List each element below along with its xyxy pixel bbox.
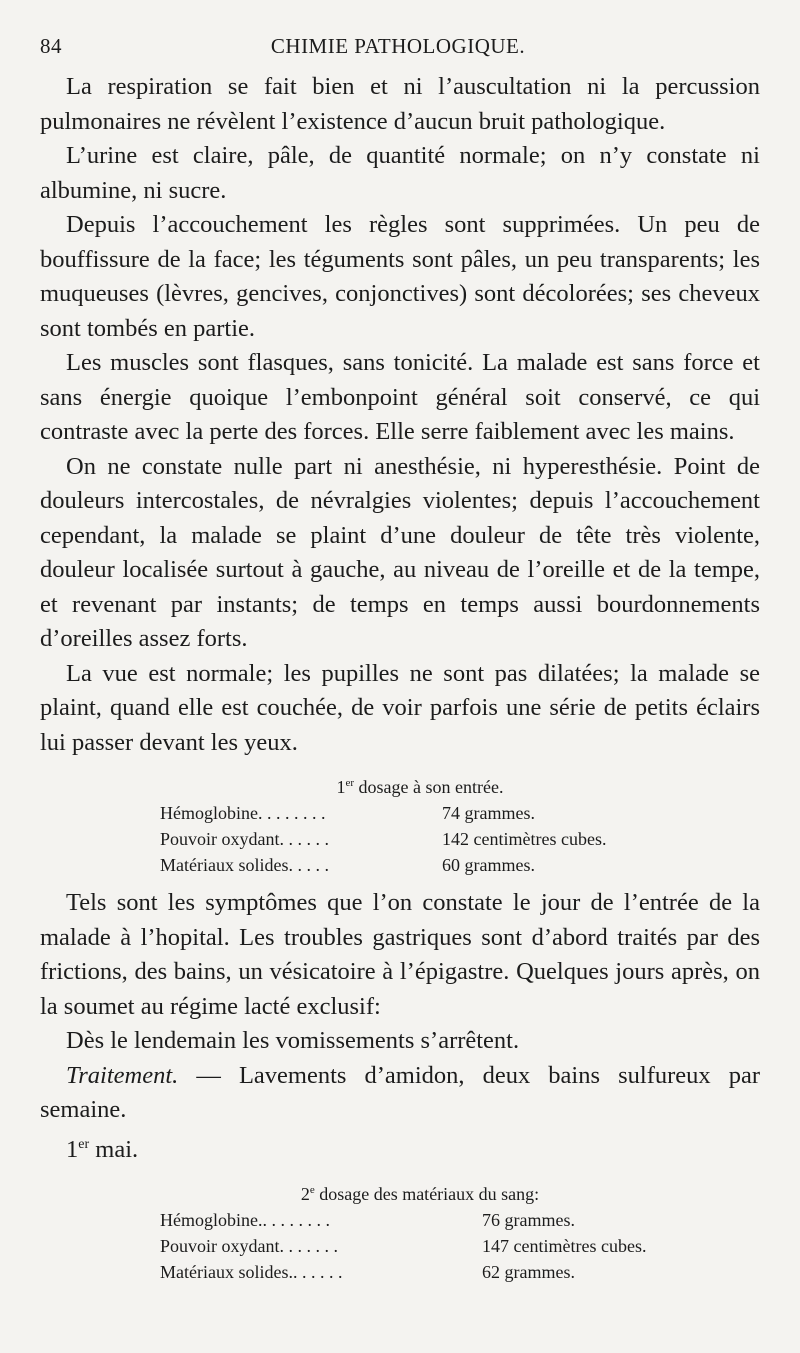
caption-text: dosage des matériaux du sang: xyxy=(314,1184,540,1205)
dosage-caption-1 xyxy=(80,770,760,800)
running-title: CHIMIE PATHOLOGIQUE. xyxy=(270,34,526,58)
paragraph-urine: L’urine est claire, pâle, de quantité normale; on n’y constate ni albumine, ni sucre. xyxy=(40,142,760,204)
dosage-label: Matériaux solides. . . . . xyxy=(160,855,329,875)
paragraph-accouchement: Depuis l’accouchement les règles sont supprimées. Un peu de bouffissure de la face; les téguments sont pâles, un peu transparents; les muqueuses (lèvres, gencives, conjonctives) sont décolorées; ses cheveux sont tombés en partie. xyxy=(40,211,760,342)
dosage-row xyxy=(160,852,760,878)
dosage-row xyxy=(160,1207,760,1233)
dosage-table-2 xyxy=(40,1177,760,1285)
caption-superscript: er xyxy=(345,777,355,789)
dosage-value: 147 centimètres cubes. xyxy=(482,1236,647,1257)
caption-number: 1 xyxy=(336,777,346,797)
paragraph-vue: La vue est normale; les pupilles ne sont pas dilatées; la malade se plaint, quand elle est couchée, de voir parfois une série de petits éclairs lui passer devant les yeux. xyxy=(40,659,760,756)
caption-superscript: e xyxy=(309,1184,315,1197)
dosage-value: 76 grammes. xyxy=(482,1210,575,1231)
paragraph-anesthesie: On ne constate nulle part ni anesthésie, ni hyperesthésie. Point de douleurs intercostales, de névralgies violentes; depuis l’accouchement cependant, la malade se plaint d’une douleur de tête très violente, douleur localisée surtout à gauche, au niveau de l’oreille et de la tempe, et revenant par instants; de temps en temps aussi bourdonnements d’oreilles assez forts. xyxy=(40,452,760,652)
traitement-heading: Traitement. xyxy=(66,1061,179,1089)
date-text: mai. xyxy=(89,1135,139,1163)
page-body xyxy=(40,70,760,1293)
date-superscript: er xyxy=(78,1136,90,1152)
dosage-label: Hémoglobine.. . . . . . . . xyxy=(160,1210,330,1231)
dosage-row xyxy=(160,1259,760,1285)
dosage-row xyxy=(160,826,760,852)
caption-text: dosage à son entrée. xyxy=(354,777,504,797)
dosage-label: Matériaux solides.. . . . . . xyxy=(160,1262,343,1283)
date-line xyxy=(40,1128,760,1168)
paragraph-muscles: Les muscles sont flasques, sans tonicité. La malade est sans force et sans énergie quoique l’embonpoint général soit conservé, ce qui contraste avec la perte des forces. Elle serre faiblement avec les mains. xyxy=(40,349,760,445)
dosage-label: Hémoglobine. . . . . . . . xyxy=(160,803,326,823)
caption-number: 2 xyxy=(300,1184,310,1205)
dosage-label: Pouvoir oxydant. . . . . . xyxy=(160,829,329,849)
dosage-value: 60 grammes. xyxy=(442,855,535,875)
dosage-table-1 xyxy=(40,770,760,878)
paragraph-respiration: La respiration se fait bien et ni l’auscultation ni la percussion pulmonaires ne révèlent l’existence d’aucun bruit pathologique. xyxy=(40,73,760,135)
dosage-value: 142 centimètres cubes. xyxy=(442,829,607,849)
dosage-label: Pouvoir oxydant. . . . . . . xyxy=(160,1236,338,1257)
traitement-text: — Lavements d’amidon, deux bains sulfureux par semaine. xyxy=(40,1061,760,1123)
paragraph-lendemain: Dès le lendemain les vomissements s’arrêtent. xyxy=(66,1027,520,1054)
dosage-value: 62 grammes. xyxy=(482,1262,575,1283)
paragraph-symptomes: Tels sont les symptômes que l’on constate le jour de l’entrée de la malade à l’hopital. Les troubles gastriques sont d’abord traités par des frictions, des bains, un vésicatoire à l’épigastre. Quelques jours après, on la soumet au régime lacté exclusif: xyxy=(40,889,760,1020)
paragraph-traitement xyxy=(40,1059,760,1128)
dosage-row xyxy=(160,1233,760,1259)
page-header xyxy=(40,34,756,64)
dosage-row xyxy=(160,800,760,826)
dosage-caption-2 xyxy=(80,1177,760,1207)
dosage-value: 74 grammes. xyxy=(442,803,535,823)
page-number: 84 xyxy=(40,34,62,58)
date-number: 1 xyxy=(66,1135,79,1163)
